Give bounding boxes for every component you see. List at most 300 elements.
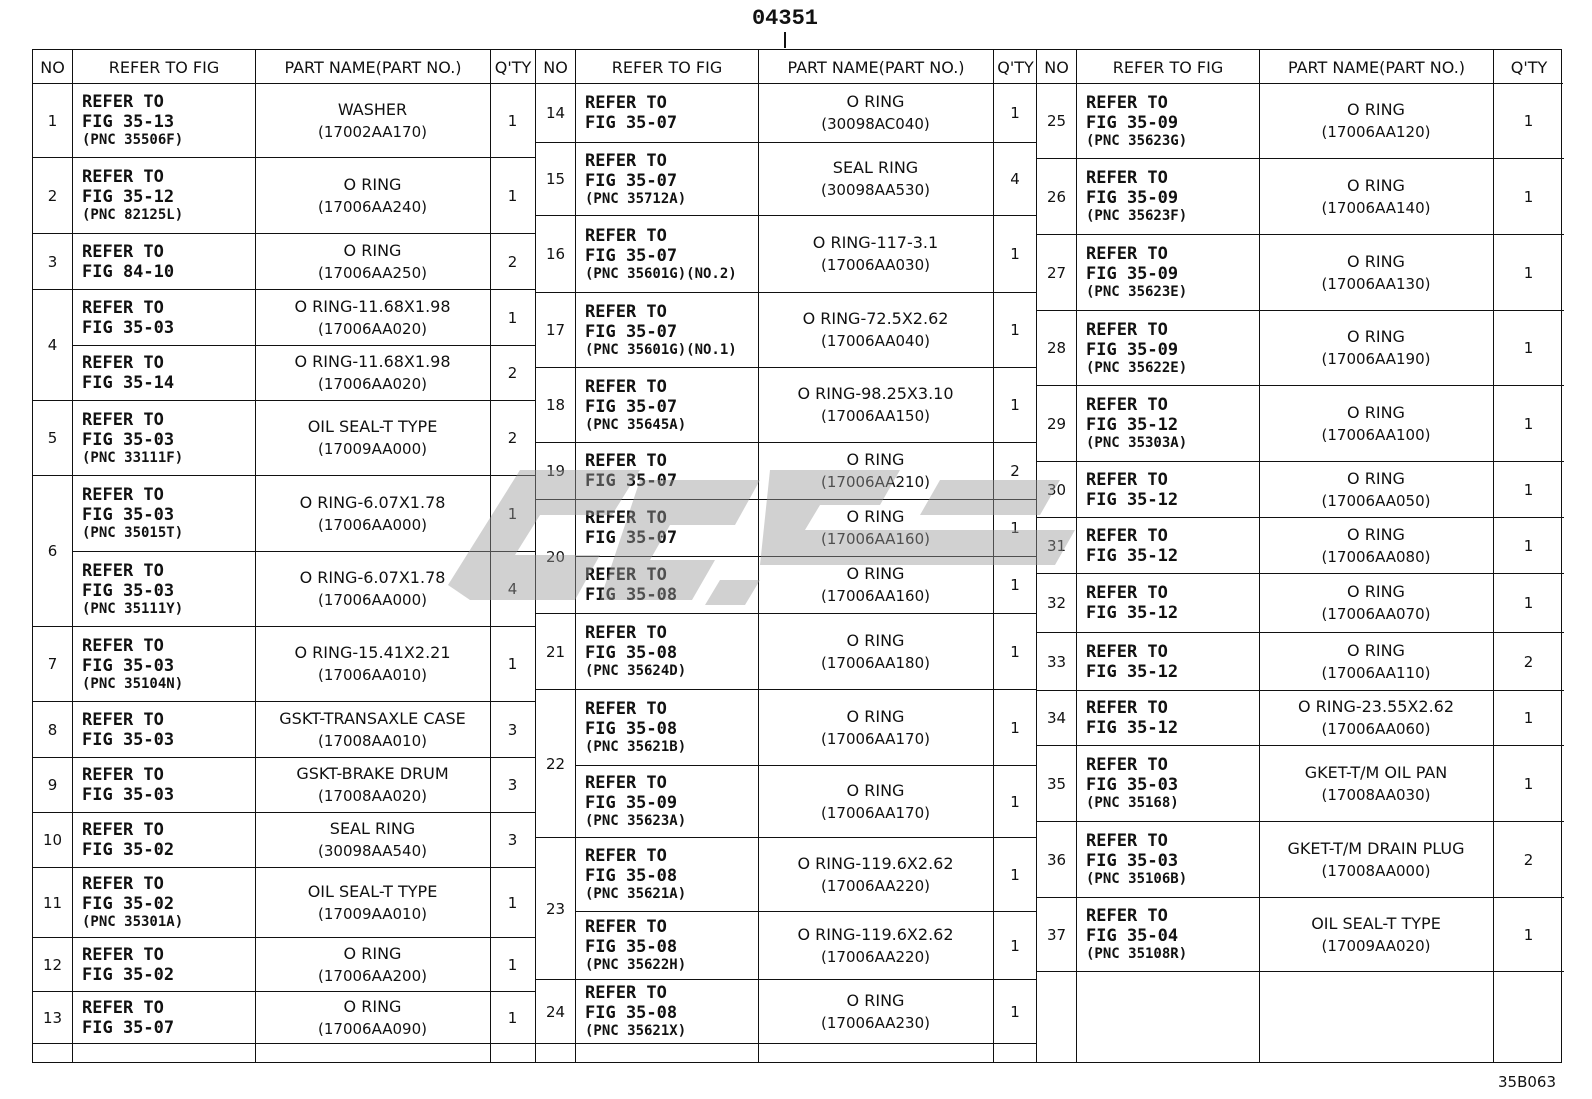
part-name-cell: [255, 552, 490, 627]
part-number: (17006AA190): [1321, 350, 1431, 368]
part-number: (17006AA000): [318, 515, 427, 534]
pnc-code: (PNC 35111Y): [82, 600, 184, 617]
refer-line: FIG 35-03: [82, 580, 175, 601]
pnc-code: (PNC 35015T): [82, 525, 184, 541]
part-name: O RING-6.07X1.78: [299, 568, 446, 587]
item-number: 15: [536, 143, 575, 216]
refer-to-fig-cell: [1076, 822, 1259, 898]
sheet-code: 35B063: [1497, 1073, 1556, 1091]
part-name: O RING-72.5X2.62: [802, 309, 949, 328]
quantity: 2: [1493, 822, 1564, 898]
refer-line: REFER TO: [585, 917, 667, 937]
refer-line: REFER TO: [1086, 641, 1168, 662]
part-name: O RING: [846, 450, 905, 469]
part-name-cell: [255, 84, 490, 158]
refer-line: FIG 35-04: [1086, 926, 1179, 946]
refer-line: REFER TO: [1086, 92, 1168, 113]
refer-line: FIG 35-02: [82, 894, 175, 914]
part-number: (17008AA020): [318, 787, 427, 805]
refer-line: REFER TO: [585, 983, 667, 1003]
part-name: OIL SEAL-T TYPE: [307, 881, 438, 901]
quantity: 1: [1493, 235, 1564, 311]
refer-line: FIG 35-03: [82, 317, 175, 338]
refer-to-fig-cell: [72, 758, 255, 813]
part-name: O RING: [343, 174, 402, 194]
refer-to-fig-cell: [1076, 746, 1259, 822]
parts-reference-table: [32, 49, 1562, 1063]
header-qty: Q'TY: [490, 50, 535, 84]
pnc-code: (PNC 35303A): [1086, 435, 1188, 451]
part-name-cell: [255, 627, 490, 702]
part-name: OIL SEAL-T TYPE: [1311, 913, 1441, 933]
part-number: (17006AA160): [821, 530, 930, 548]
quantity: 1: [1493, 898, 1564, 972]
part-number: (17008AA000): [1321, 861, 1431, 880]
header-no: NO: [40, 58, 65, 77]
refer-to-fig-cell: [72, 84, 255, 158]
refer-line: REFER TO: [82, 297, 164, 318]
pnc-code: (PNC 35104N): [82, 675, 184, 692]
item-number: 6: [33, 476, 72, 627]
part-number: (17009AA010): [318, 904, 427, 923]
part-name: O RING: [1347, 402, 1405, 422]
item-number: 26: [1037, 159, 1076, 235]
quantity: 1: [490, 868, 535, 938]
refer-line: FIG 35-09: [585, 793, 678, 813]
header-no: NO: [543, 58, 568, 77]
part-name-cell: [1259, 633, 1493, 691]
refer-line: REFER TO: [585, 699, 667, 719]
refer-to-fig-cell: [72, 401, 255, 476]
part-name-cell: [758, 912, 993, 980]
quantity: 4: [993, 143, 1037, 216]
quantity: 1: [1493, 84, 1564, 159]
quantity: 1: [993, 766, 1037, 838]
part-name-cell: [255, 938, 490, 992]
quantity: 1: [993, 500, 1037, 557]
refer-line: REFER TO: [585, 623, 667, 643]
pnc-code: (PNC 35622E): [1086, 359, 1188, 376]
pnc-code: (PNC 35621B): [585, 739, 687, 755]
refer-line: REFER TO: [1086, 395, 1168, 415]
part-name-cell: [758, 84, 993, 143]
refer-line: REFER TO: [1086, 831, 1168, 851]
refer-line: FIG 35-12: [1086, 661, 1179, 682]
refer-line: REFER TO: [585, 150, 667, 171]
part-number: (17006AA160): [821, 587, 930, 605]
part-name-cell: [1259, 386, 1493, 462]
item-number: 33: [1037, 633, 1076, 691]
item-number: 25: [1037, 84, 1076, 159]
pnc-code: (PNC 35168): [1086, 795, 1179, 811]
part-number: (17009AA000): [318, 440, 427, 458]
pnc-code: (PNC 35645A): [585, 416, 687, 433]
part-number: (17006AA020): [318, 319, 427, 338]
part-name-cell: [758, 443, 993, 500]
quantity: 1: [490, 938, 535, 992]
part-name-cell: [758, 614, 993, 690]
refer-line: FIG 35-09: [1086, 339, 1179, 360]
item-number: 3: [33, 234, 72, 290]
refer-to-fig-cell: [575, 368, 758, 443]
part-name-cell: [1259, 574, 1493, 633]
header-refer-to-fig: REFER TO FIG: [575, 50, 758, 84]
part-name: SEAL RING: [329, 819, 416, 838]
item-number: 8: [33, 702, 72, 758]
quantity: 1: [993, 368, 1037, 443]
pnc-code: (PNC 35506F): [82, 132, 184, 148]
refer-line: REFER TO: [82, 485, 164, 505]
header-refer-to-fig: REFER TO FIG: [72, 50, 255, 84]
refer-to-fig-cell: [72, 702, 255, 758]
quantity: 1: [490, 290, 535, 346]
part-name-cell: [255, 476, 490, 552]
item-number: 9: [33, 758, 72, 813]
part-number: (30098AA530): [821, 181, 930, 199]
quantity: 1: [490, 476, 535, 552]
part-name: GKET-T/M DRAIN PLUG: [1287, 838, 1465, 858]
item-number: 11: [33, 868, 72, 938]
quantity: 1: [490, 992, 535, 1044]
refer-to-fig-cell: [575, 557, 758, 614]
refer-line: FIG 35-08: [585, 643, 678, 663]
refer-to-fig-cell: [72, 992, 255, 1044]
header-part-name: PART NAME(PART NO.): [758, 50, 993, 84]
refer-line: FIG 35-03: [82, 429, 175, 450]
refer-line: REFER TO: [82, 765, 164, 785]
part-name-cell: [758, 216, 993, 293]
pnc-code: (PNC 35623G): [1086, 132, 1188, 149]
part-name: O RING: [1347, 468, 1405, 488]
item-number: 24: [536, 980, 575, 1044]
refer-line: FIG 35-13: [82, 112, 175, 132]
item-number: 30: [1037, 462, 1076, 518]
refer-line: FIG 35-03: [1086, 775, 1179, 795]
part-name: O RING: [1347, 582, 1405, 601]
refer-line: FIG 35-07: [585, 245, 678, 266]
refer-line: FIG 35-09: [1086, 112, 1179, 133]
refer-to-fig-cell: [72, 552, 255, 627]
refer-to-fig-cell: [72, 158, 255, 234]
refer-line: FIG 35-03: [82, 729, 175, 750]
item-number: 36: [1037, 822, 1076, 898]
refer-line: FIG 35-07: [585, 471, 678, 491]
part-name: O RING-23.55X2.62: [1297, 697, 1455, 716]
item-number: 28: [1037, 311, 1076, 386]
part-name-cell: [758, 368, 993, 443]
pnc-code: (PNC 33111F): [82, 449, 184, 466]
part-name-cell: [1259, 311, 1493, 386]
refer-line: REFER TO: [82, 997, 164, 1018]
part-name-cell: [255, 290, 490, 346]
part-number: (17006AA200): [318, 966, 427, 985]
refer-line: REFER TO: [585, 376, 667, 397]
refer-line: REFER TO: [1086, 525, 1168, 546]
part-name: O RING-6.07X1.78: [299, 492, 446, 512]
part-number: (17006AA050): [1321, 491, 1431, 510]
part-name: OIL SEAL-T TYPE: [307, 417, 438, 436]
pnc-code: (PNC 35712A): [585, 190, 687, 207]
quantity: 1: [993, 980, 1037, 1044]
part-number: (17006AA070): [1321, 605, 1431, 623]
part-number: (17006AA110): [1321, 663, 1431, 682]
diagram-code: 04351: [751, 6, 818, 31]
refer-line: REFER TO: [82, 635, 164, 656]
refer-line: REFER TO: [585, 451, 667, 471]
part-name-cell: [1259, 518, 1493, 574]
refer-line: FIG 35-07: [585, 528, 678, 548]
pnc-code: (PNC 35624D): [585, 663, 687, 679]
quantity: 2: [993, 443, 1037, 500]
part-number: (17008AA010): [318, 731, 427, 750]
item-number: 19: [536, 443, 575, 500]
header-refer-to-fig: REFER TO FIG: [1076, 50, 1259, 84]
part-number: (17006AA130): [1321, 274, 1431, 293]
part-name-cell: [255, 158, 490, 234]
refer-line: REFER TO: [1086, 319, 1168, 340]
part-number: (17006AA180): [821, 653, 930, 672]
pnc-code: (PNC 35621X): [585, 1023, 687, 1039]
part-number: (17006AA060): [1321, 720, 1431, 738]
refer-line: FIG 35-03: [1086, 851, 1179, 871]
quantity: 3: [490, 813, 535, 868]
refer-to-fig-cell: [575, 293, 758, 368]
part-name-cell: [1259, 235, 1493, 311]
refer-line: FIG 35-08: [585, 866, 678, 886]
quantity: 1: [1493, 462, 1564, 518]
refer-line: FIG 35-08: [585, 937, 678, 957]
refer-to-fig-cell: [575, 980, 758, 1044]
part-name: O RING: [1347, 100, 1405, 119]
refer-to-fig-cell: [575, 912, 758, 980]
part-number: (17008AA030): [1321, 785, 1431, 804]
part-number: (30098AA540): [318, 842, 427, 860]
refer-line: FIG 35-07: [82, 1017, 175, 1038]
refer-line: REFER TO: [1086, 755, 1168, 775]
table-panel-3: [1036, 50, 1563, 1062]
quantity: 1: [993, 84, 1037, 143]
refer-to-fig-cell: [575, 84, 758, 143]
refer-line: FIG 35-02: [82, 840, 175, 860]
part-name-cell: [758, 690, 993, 766]
item-number: 29: [1037, 386, 1076, 462]
refer-to-fig-cell: [1076, 633, 1259, 691]
refer-line: REFER TO: [585, 565, 667, 585]
refer-to-fig-cell: [1076, 311, 1259, 386]
quantity: 1: [1493, 691, 1564, 746]
refer-to-fig-cell: [1076, 159, 1259, 235]
part-number: (17006AA100): [1321, 425, 1431, 444]
pnc-code: (PNC 35623F): [1086, 208, 1188, 224]
refer-line: REFER TO: [1086, 906, 1168, 926]
quantity: 1: [993, 557, 1037, 614]
quantity: 1: [1493, 574, 1564, 633]
part-name: O RING: [846, 92, 905, 111]
part-name: O RING-98.25X3.10: [797, 384, 954, 403]
quantity: 2: [1493, 633, 1564, 691]
item-number: 16: [536, 216, 575, 293]
part-name-cell: [758, 557, 993, 614]
refer-line: FIG 35-07: [585, 321, 678, 342]
part-number: (17006AA030): [821, 256, 930, 274]
part-name: O RING: [1347, 327, 1405, 346]
part-name-cell: [255, 346, 490, 401]
part-number: (17006AA170): [821, 803, 930, 822]
refer-line: REFER TO: [82, 820, 164, 840]
quantity: 1: [993, 838, 1037, 912]
table-panel-2: [535, 50, 1036, 1062]
quantity: 3: [490, 758, 535, 813]
refer-line: FIG 35-02: [82, 964, 175, 985]
part-name: O RING: [846, 780, 905, 800]
item-number: 34: [1037, 691, 1076, 746]
pnc-code: (PNC 35601G)(NO.2): [585, 265, 737, 282]
quantity: 1: [490, 84, 535, 158]
part-name: O RING: [846, 990, 905, 1010]
part-name-cell: [255, 813, 490, 868]
quantity: 1: [490, 627, 535, 702]
item-number: 37: [1037, 898, 1076, 972]
part-name-cell: [758, 293, 993, 368]
part-name-cell: [255, 992, 490, 1044]
refer-to-fig-cell: [575, 500, 758, 557]
refer-line: REFER TO: [82, 92, 164, 112]
refer-line: FIG 35-08: [585, 719, 678, 739]
part-number: (17006AA210): [821, 473, 930, 491]
refer-to-fig-cell: [1076, 84, 1259, 159]
refer-to-fig-cell: [1076, 235, 1259, 311]
part-name: O RING: [343, 996, 402, 1016]
refer-to-fig-cell: [72, 290, 255, 346]
item-number: 12: [33, 938, 72, 992]
refer-to-fig-cell: [575, 614, 758, 690]
refer-line: REFER TO: [82, 409, 164, 430]
refer-to-fig-cell: [72, 868, 255, 938]
refer-line: REFER TO: [585, 508, 667, 528]
item-number: 1: [33, 84, 72, 158]
quantity: 1: [1493, 311, 1564, 386]
refer-to-fig-cell: [72, 346, 255, 401]
refer-to-fig-cell: [575, 443, 758, 500]
refer-line: REFER TO: [82, 709, 164, 730]
pnc-code: (PNC 35301A): [82, 914, 184, 930]
part-name-cell: [255, 234, 490, 290]
part-name-cell: [758, 980, 993, 1044]
part-name: O RING: [1347, 640, 1405, 660]
refer-to-fig-cell: [72, 938, 255, 992]
part-name-cell: [1259, 691, 1493, 746]
item-number: 22: [536, 690, 575, 838]
part-name: O RING-11.68X1.98: [294, 352, 451, 371]
refer-line: REFER TO: [82, 241, 164, 262]
header-qty: Q'TY: [993, 50, 1037, 84]
part-number: (17006AA220): [821, 876, 930, 895]
part-name: O RING: [846, 630, 905, 650]
part-name-cell: [1259, 746, 1493, 822]
refer-line: FIG 35-09: [1086, 264, 1179, 284]
quantity: 1: [993, 216, 1037, 293]
refer-line: REFER TO: [1086, 168, 1168, 188]
part-name-cell: [758, 500, 993, 557]
part-name: GKET-T/M OIL PAN: [1304, 762, 1448, 782]
part-name: O RING-119.6X2.62: [797, 924, 954, 944]
refer-line: FIG 35-12: [1086, 489, 1179, 510]
part-number: (17006AA170): [821, 729, 930, 748]
part-name-cell: [1259, 822, 1493, 898]
part-name-cell: [1259, 159, 1493, 235]
quantity: 1: [1493, 159, 1564, 235]
item-number: 18: [536, 368, 575, 443]
part-name: GSKT-TRANSAXLE CASE: [279, 708, 466, 728]
item-number: 17: [536, 293, 575, 368]
part-name: O RING: [343, 240, 402, 260]
item-number: 14: [536, 84, 575, 143]
refer-line: FIG 35-03: [82, 505, 175, 525]
refer-line: FIG 35-12: [1086, 603, 1179, 623]
item-number: 5: [33, 401, 72, 476]
refer-to-fig-cell: [1076, 574, 1259, 633]
pnc-code: (PNC 35621A): [585, 886, 687, 902]
refer-line: REFER TO: [585, 301, 667, 322]
refer-line: FIG 35-03: [82, 655, 175, 676]
pnc-code: (PNC 35623A): [585, 813, 687, 829]
refer-line: FIG 35-07: [585, 396, 678, 417]
refer-line: REFER TO: [82, 560, 164, 581]
refer-to-fig-cell: [1076, 462, 1259, 518]
quantity: 2: [490, 346, 535, 401]
part-name: O RING: [1347, 251, 1405, 271]
part-number: (17006AA090): [318, 1019, 427, 1038]
pnc-code: (PNC 35622H): [585, 957, 687, 973]
part-name: O RING-119.6X2.62: [797, 853, 954, 873]
item-number: 2: [33, 158, 72, 234]
refer-to-fig-cell: [575, 838, 758, 912]
item-number: 4: [33, 290, 72, 401]
pnc-code: (PNC 35106B): [1086, 871, 1188, 887]
part-number: (17006AA230): [821, 1013, 930, 1032]
part-number: (17006AA000): [318, 591, 427, 609]
table-header-row: [1037, 50, 1563, 84]
header-qty: Q'TY: [1493, 50, 1564, 84]
item-number: 27: [1037, 235, 1076, 311]
refer-line: FIG 35-12: [1086, 718, 1179, 738]
item-number: 7: [33, 627, 72, 702]
refer-line: REFER TO: [585, 846, 667, 866]
refer-to-fig-cell: [1076, 518, 1259, 574]
refer-line: FIG 35-12: [1086, 545, 1179, 566]
header-part-name: PART NAME(PART NO.): [255, 50, 490, 84]
part-name: O RING: [846, 564, 905, 583]
refer-line: FIG 35-07: [585, 113, 678, 133]
item-number: 31: [1037, 518, 1076, 574]
part-name-cell: [255, 758, 490, 813]
quantity: 1: [993, 912, 1037, 980]
quantity: 2: [490, 401, 535, 476]
quantity: 1: [1493, 518, 1564, 574]
refer-line: FIG 35-14: [82, 373, 175, 393]
quantity: 1: [993, 614, 1037, 690]
part-name-cell: [758, 766, 993, 838]
item-number: 23: [536, 838, 575, 980]
part-number: (17006AA120): [1321, 123, 1431, 141]
quantity: 3: [490, 702, 535, 758]
part-number: (17009AA020): [1321, 936, 1431, 955]
part-name: O RING-117-3.1: [812, 233, 939, 252]
part-number: (30098AC040): [821, 115, 930, 133]
item-number: 35: [1037, 746, 1076, 822]
quantity: 2: [490, 234, 535, 290]
table-header-row: [536, 50, 1036, 84]
